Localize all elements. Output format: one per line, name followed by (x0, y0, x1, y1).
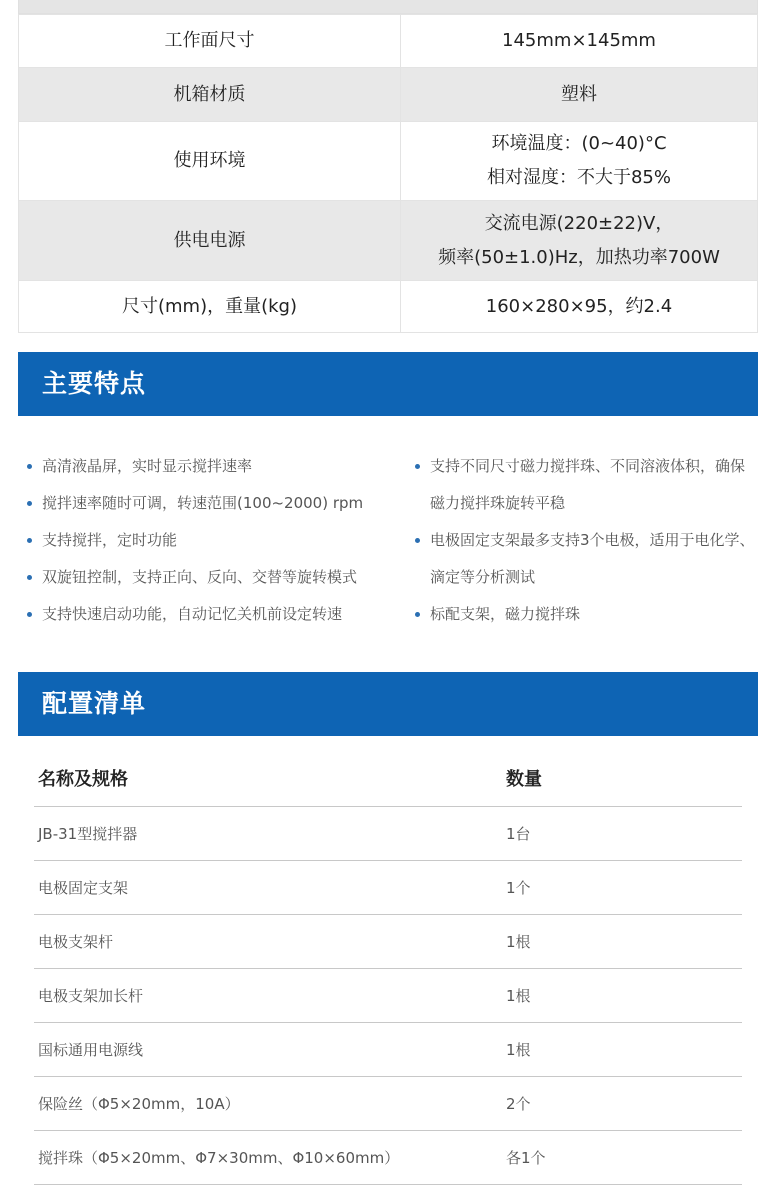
feature-text: 电极固定支架最多支持3个电极，适用于电化学、 (430, 531, 755, 549)
spec-label: 工作面尺寸 (19, 15, 401, 68)
features-right-column (414, 448, 769, 633)
feature-item (26, 596, 406, 633)
config-item-name: JB-31型搅拌器 (34, 807, 502, 861)
feature-item (26, 522, 406, 559)
config-item-name: 搅拌珠（Φ5×20mm、Φ7×30mm、Φ10×60mm） (34, 1131, 502, 1185)
config-item-qty: 1台 (502, 807, 742, 861)
bullet-dot-icon (415, 538, 420, 543)
feature-item (414, 448, 769, 522)
feature-text: 支持搅拌，定时功能 (42, 531, 178, 549)
feature-text: 双旋钮控制，支持正向、反向、交替等旋转模式 (42, 568, 358, 586)
spec-value (401, 281, 758, 333)
bullet-dot-icon (27, 575, 32, 580)
table-row (34, 807, 742, 861)
config-item-name: 国标通用电源线 (34, 1023, 502, 1077)
config-item-name: 电极固定支架 (34, 861, 502, 915)
features-left-column (26, 448, 406, 633)
feature-text: 高清液晶屏，实时显示搅拌速率 (42, 457, 253, 475)
table-row (34, 1077, 742, 1131)
config-section-title: 配置清单 (18, 672, 758, 736)
spec-label: 机箱材质 (19, 68, 401, 122)
features-section-title: 主要特点 (18, 352, 758, 416)
spec-label: 使用环境 (19, 122, 401, 201)
config-header-row (34, 750, 742, 807)
feature-item (26, 448, 406, 485)
features-list (26, 448, 766, 638)
spec-row (19, 68, 758, 122)
config-header-name: 名称及规格 (34, 750, 502, 807)
table-row (34, 915, 742, 969)
feature-text: 滴定等分析测试 (430, 568, 536, 586)
bullet-dot-icon (415, 612, 420, 617)
feature-item (26, 485, 406, 522)
bullet-dot-icon (415, 464, 420, 469)
spec-value-line: 交流电源(220±22)V， (484, 212, 674, 234)
spec-row (19, 15, 758, 68)
spec-value (401, 68, 758, 122)
config-item-name: 电极支架加长杆 (34, 969, 502, 1023)
bullet-dot-icon (27, 464, 32, 469)
spec-value-line: 塑料 (561, 83, 597, 105)
feature-text: 支持不同尺寸磁力搅拌珠、不同溶液体积，确保 (430, 457, 746, 475)
feature-item (26, 559, 406, 596)
table-row (34, 969, 742, 1023)
spec-row (19, 122, 758, 201)
table-row (34, 861, 742, 915)
spec-table-top-edge (18, 0, 758, 14)
config-item-qty: 2个 (502, 1077, 742, 1131)
spec-value (401, 122, 758, 201)
feature-text: 标配支架，磁力搅拌珠 (430, 605, 581, 623)
spec-label: 尺寸(mm)，重量(kg) (19, 281, 401, 333)
spec-label: 供电电源 (19, 201, 401, 281)
feature-text: 搅拌速率随时可调，转速范围(100~2000) rpm (42, 494, 364, 512)
feature-text: 支持快速启动功能，自动记忆关机前设定转速 (42, 605, 343, 623)
spec-table (18, 14, 758, 333)
config-item-qty: 1根 (502, 1023, 742, 1077)
feature-item (414, 522, 769, 596)
bullet-dot-icon (27, 538, 32, 543)
table-row (34, 1023, 742, 1077)
config-header-qty: 数量 (502, 750, 742, 807)
spec-value-line: 160×280×95，约2.4 (485, 295, 673, 317)
spec-value-line: 频率(50±1.0)Hz，加热功率700W (438, 246, 720, 268)
config-item-name: 保险丝（Φ5×20mm，10A） (34, 1077, 502, 1131)
table-row (34, 1131, 742, 1185)
spec-value (401, 201, 758, 281)
feature-item (414, 596, 769, 633)
spec-row (19, 201, 758, 281)
config-item-name: 电极支架杆 (34, 915, 502, 969)
spec-value (401, 15, 758, 68)
spec-row (19, 281, 758, 333)
config-item-qty: 1根 (502, 915, 742, 969)
feature-text: 磁力搅拌珠旋转平稳 (430, 494, 566, 512)
config-table (34, 750, 742, 1185)
config-item-qty: 1根 (502, 969, 742, 1023)
config-item-qty: 1个 (502, 861, 742, 915)
spec-value-line: 145mm×145mm (502, 30, 656, 51)
spec-value-line: 相对湿度：不大于85% (486, 167, 671, 188)
bullet-dot-icon (27, 501, 32, 506)
bullet-dot-icon (27, 612, 32, 617)
spec-value-line: 环境温度：(0~40)°C (491, 133, 667, 154)
config-item-qty: 各1个 (502, 1131, 742, 1185)
